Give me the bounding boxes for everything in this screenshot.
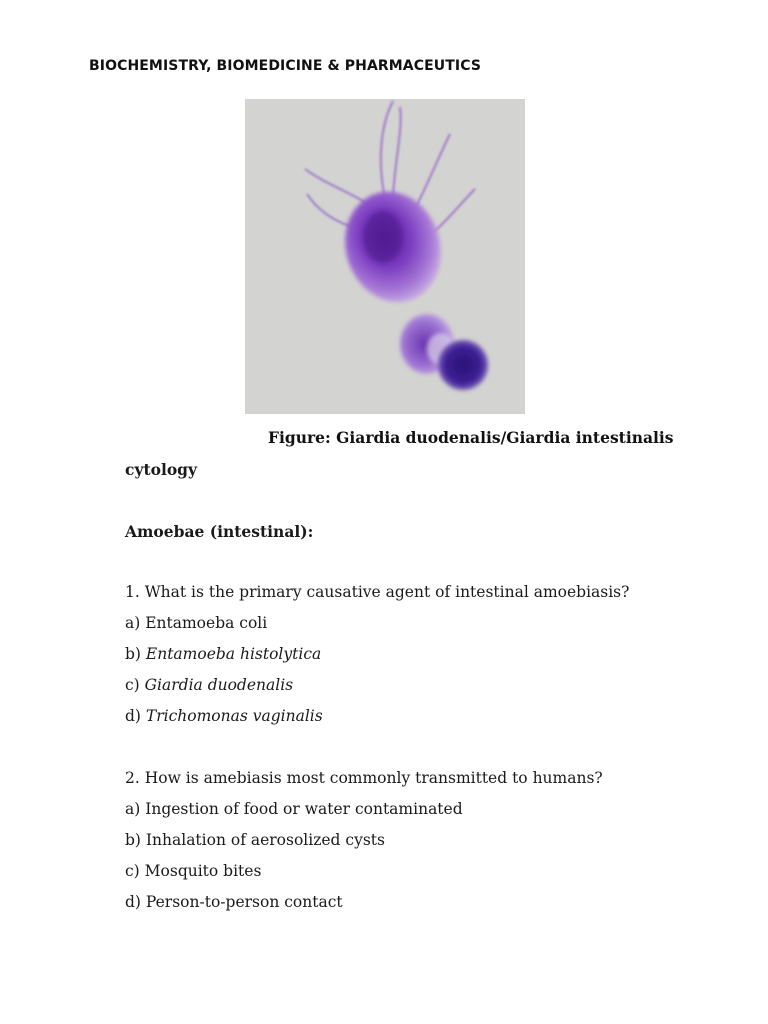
question-2-option-b	[125, 831, 385, 849]
option-prefix: a)	[125, 614, 146, 632]
option-prefix: b)	[125, 645, 146, 663]
question-1-text: 1. What is the primary causative agent of intestinal amoebiasis?	[125, 583, 630, 601]
page-header: BIOCHEMISTRY, BIOMEDICINE & PHARMACEUTICS	[89, 58, 482, 74]
option-text: Giardia duodenalis	[144, 676, 294, 694]
micrograph-illustration	[245, 99, 525, 414]
option-text: Entamoeba histolytica	[145, 645, 322, 663]
option-text: Inhalation of aerosolized cysts	[145, 831, 385, 849]
question-1-option-a	[125, 614, 267, 632]
question-2-text: 2. How is amebiasis most commonly transmitted to humans?	[125, 769, 603, 787]
section-heading: Amoebae (intestinal):	[125, 522, 314, 541]
figure-caption: Figure: Giardia duodenalis/Giardia intestinalis	[268, 428, 674, 447]
option-prefix: d)	[125, 707, 146, 725]
giardia-micrograph	[245, 99, 525, 414]
option-prefix: b)	[125, 831, 146, 849]
question-2-option-c	[125, 862, 261, 880]
question-1-option-d	[125, 707, 323, 725]
question-1-option-b	[125, 645, 321, 663]
option-prefix: c)	[125, 862, 145, 880]
option-text: Entamoeba coli	[145, 614, 268, 632]
option-text: Person-to-person contact	[145, 893, 343, 911]
figure-caption-continuation: cytology	[125, 460, 198, 479]
option-text: Mosquito bites	[144, 862, 262, 880]
question-2-option-d	[125, 893, 343, 911]
option-text: Trichomonas vaginalis	[145, 707, 323, 725]
option-prefix: c)	[125, 676, 145, 694]
option-text: Ingestion of food or water contaminated	[145, 800, 463, 818]
question-2-option-a	[125, 800, 463, 818]
question-1-option-c	[125, 676, 293, 694]
option-prefix: a)	[125, 800, 146, 818]
blood-cell-dark	[438, 340, 488, 390]
option-prefix: d)	[125, 893, 146, 911]
